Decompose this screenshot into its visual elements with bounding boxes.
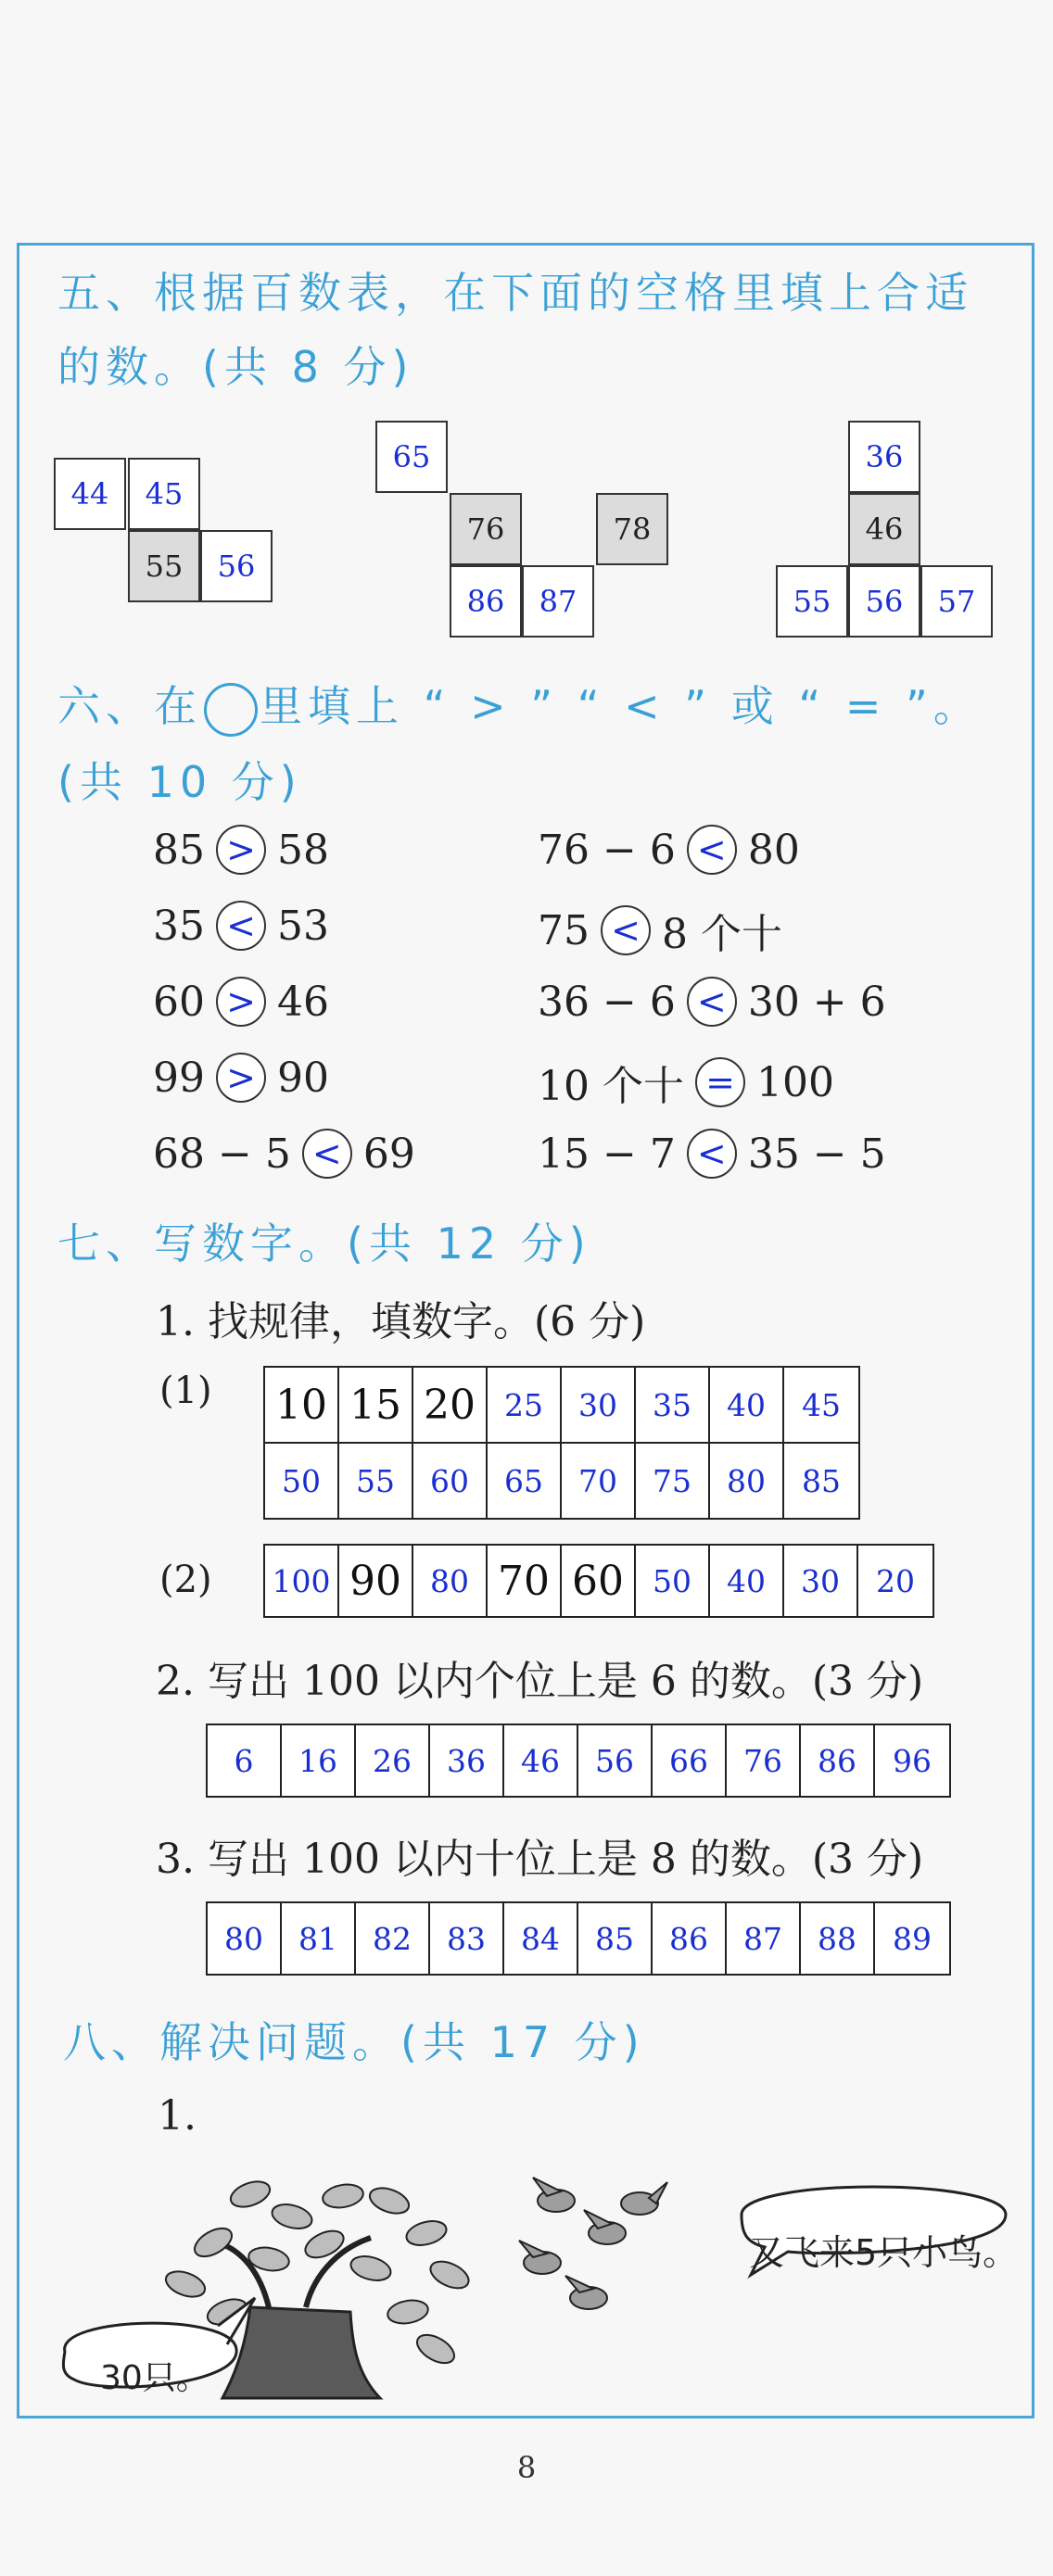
q1-part2-grid xyxy=(263,1544,934,1618)
circle-icon xyxy=(204,683,258,737)
section7-q2: 2. 写出 100 以内个位上是 6 的数。(3 分) xyxy=(156,1658,924,1705)
grid-cell[interactable]: 86 xyxy=(801,1725,875,1796)
grid-cell: 90 xyxy=(339,1546,413,1616)
grid-cell[interactable]: 60 xyxy=(413,1444,488,1518)
compare-answer-circle[interactable]: < xyxy=(216,901,266,951)
grid-cell[interactable]: 88 xyxy=(801,1903,875,1974)
grid-cell[interactable]: 46 xyxy=(504,1725,578,1796)
grid-cell[interactable]: 16 xyxy=(282,1725,356,1796)
grid-cell[interactable]: 30 xyxy=(562,1368,636,1442)
q3-grid xyxy=(206,1901,951,1976)
compare-left-operand-b: 53 xyxy=(277,902,329,950)
flying-birds-icon xyxy=(519,2178,667,2309)
grid-cell[interactable]: 55 xyxy=(339,1444,413,1518)
grid-cell[interactable]: 40 xyxy=(710,1368,784,1442)
section7-q1: 1. 找规律，填数字。(6 分) xyxy=(156,1298,646,1345)
grid-cell[interactable]: 20 xyxy=(876,1562,915,1599)
section8-q1-number: 1. xyxy=(158,2092,197,2140)
compare-left-operand-a: 68 − 5 xyxy=(153,1130,291,1178)
compare-left-2 xyxy=(153,901,329,951)
shape1-cell-44: 44 xyxy=(54,458,126,530)
compare-answer-circle[interactable]: < xyxy=(687,977,737,1027)
section6-title-prefix: 六、在 xyxy=(57,681,202,731)
section6-title-line2: (共 10 分) xyxy=(57,757,302,807)
compare-left-operand-b: 69 xyxy=(362,1130,415,1178)
grid-cell[interactable]: 50 xyxy=(265,1444,339,1518)
grid-cell[interactable]: 25 xyxy=(488,1368,562,1442)
shape1-cell-45: 45 xyxy=(128,458,200,530)
bubble-left-text: 30只。 xyxy=(100,2359,209,2397)
compare-right-operand-a: 10 个十 xyxy=(538,1063,684,1110)
grid-cell[interactable]: 70 xyxy=(562,1444,636,1518)
page-number: 8 xyxy=(516,2450,537,2485)
grid-cell[interactable]: 30 xyxy=(784,1546,858,1616)
compare-right-4 xyxy=(538,1053,834,1112)
compare-right-operand-a: 75 xyxy=(538,906,590,954)
grid-cell[interactable]: 75 xyxy=(636,1444,710,1518)
grid-cell[interactable]: 36 xyxy=(430,1725,504,1796)
grid-cell[interactable]: 65 xyxy=(488,1444,562,1518)
section5-title-line2: 的数。(共 8 分) xyxy=(57,342,414,392)
compare-left-operand-b: 46 xyxy=(277,978,329,1026)
grid-cell[interactable]: 66 xyxy=(653,1725,727,1796)
grid-cell: 60 xyxy=(562,1546,636,1616)
grid-cell[interactable]: 82 xyxy=(356,1903,430,1974)
compare-left-operand-a: 99 xyxy=(153,1054,205,1102)
compare-left-5 xyxy=(153,1129,415,1179)
grid-cell[interactable]: 96 xyxy=(893,1742,932,1779)
compare-right-operand-a: 36 − 6 xyxy=(538,978,676,1026)
q1-part1-label: (1) xyxy=(159,1370,212,1412)
grid-cell[interactable]: 80 xyxy=(413,1546,488,1616)
compare-answer-circle[interactable]: > xyxy=(216,825,266,875)
grid-cell[interactable]: 6 xyxy=(208,1725,282,1796)
grid-cell[interactable]: 81 xyxy=(282,1903,356,1974)
shape3-cell-57: 57 xyxy=(920,565,993,638)
compare-right-operand-a: 15 − 7 xyxy=(538,1130,676,1178)
q1-part1-row1 xyxy=(265,1368,858,1444)
compare-answer-circle[interactable]: < xyxy=(687,825,737,875)
compare-left-1 xyxy=(153,825,329,875)
shape3-cell-56: 56 xyxy=(848,565,920,638)
compare-right-operand-b: 35 − 5 xyxy=(747,1130,886,1178)
grid-cell[interactable]: 89 xyxy=(893,1920,932,1957)
compare-right-2 xyxy=(538,901,782,960)
shape3-cell-46: 46 xyxy=(848,493,920,565)
grid-cell[interactable]: 40 xyxy=(710,1546,784,1616)
grid-cell[interactable]: 100 xyxy=(265,1546,339,1616)
q2-grid xyxy=(206,1724,951,1798)
section6-title-line1 xyxy=(57,673,982,737)
grid-cell[interactable]: 84 xyxy=(504,1903,578,1974)
grid-cell[interactable]: 80 xyxy=(710,1444,784,1518)
shape2-cell-86: 86 xyxy=(450,565,522,638)
shape3-cell-36: 36 xyxy=(848,421,920,493)
compare-left-operand-a: 60 xyxy=(153,978,205,1026)
compare-left-operand-b: 90 xyxy=(277,1054,329,1102)
compare-right-operand-b: 80 xyxy=(747,826,800,874)
grid-cell[interactable]: 86 xyxy=(653,1903,727,1974)
grid-cell: 10 xyxy=(265,1368,339,1442)
grid-cell[interactable]: 85 xyxy=(578,1903,653,1974)
shape1-cell-56: 56 xyxy=(200,530,273,602)
q1-part1-grid xyxy=(263,1366,860,1520)
grid-cell[interactable]: 85 xyxy=(802,1462,841,1499)
grid-cell: 20 xyxy=(413,1368,488,1442)
grid-cell: 70 xyxy=(488,1546,562,1616)
grid-cell[interactable]: 76 xyxy=(727,1725,801,1796)
grid-cell[interactable]: 45 xyxy=(802,1386,841,1423)
grid-cell[interactable]: 87 xyxy=(727,1903,801,1974)
grid-cell[interactable]: 80 xyxy=(208,1903,282,1974)
section7-q3: 3. 写出 100 以内十位上是 8 的数。(3 分) xyxy=(156,1836,924,1883)
compare-right-5 xyxy=(538,1129,886,1179)
grid-cell[interactable]: 50 xyxy=(636,1546,710,1616)
compare-right-operand-b: 8 个十 xyxy=(662,911,782,958)
compare-left-operand-a: 85 xyxy=(153,826,205,874)
section8-title: 八、解决问题。(共 17 分) xyxy=(63,2017,645,2067)
compare-right-operand-a: 76 − 6 xyxy=(538,826,676,874)
grid-cell[interactable]: 35 xyxy=(636,1368,710,1442)
shape2-cell-87: 87 xyxy=(522,565,594,638)
grid-cell[interactable]: 56 xyxy=(578,1725,653,1796)
compare-right-operand-b: 30 + 6 xyxy=(747,978,886,1026)
compare-right-operand-b: 100 xyxy=(755,1058,834,1106)
compare-answer-circle[interactable]: > xyxy=(216,1053,266,1103)
compare-answer-circle[interactable]: < xyxy=(687,1129,737,1179)
section6-title-suffix: 里填上 “ > ” “ < ” 或 “ = ”。 xyxy=(260,681,982,731)
shape2-cell-78: 78 xyxy=(596,493,668,565)
bubble-right-text: 又飞来5只小鸟。 xyxy=(749,2232,1019,2273)
section7-title: 七、写数字。(共 12 分) xyxy=(57,1219,591,1269)
compare-left-operand-b: 58 xyxy=(277,826,329,874)
q1-part2-label: (2) xyxy=(159,1559,212,1601)
compare-left-4 xyxy=(153,1053,329,1103)
grid-cell[interactable]: 26 xyxy=(356,1725,430,1796)
section5-title-line1: 五、根据百数表，在下面的空格里填上合适 xyxy=(57,268,973,318)
shape1-cell-55: 55 xyxy=(128,530,200,602)
compare-left-operand-a: 35 xyxy=(153,902,205,950)
compare-answer-circle[interactable]: > xyxy=(216,977,266,1027)
compare-right-1 xyxy=(538,825,800,875)
grid-cell[interactable]: 83 xyxy=(430,1903,504,1974)
compare-answer-circle[interactable]: < xyxy=(302,1129,352,1179)
shape3-cell-55: 55 xyxy=(776,565,848,638)
compare-left-3 xyxy=(153,977,329,1027)
shape2-cell-76: 76 xyxy=(450,493,522,565)
compare-right-3 xyxy=(538,977,886,1027)
grid-cell: 15 xyxy=(339,1368,413,1442)
shape2-cell-65: 65 xyxy=(375,421,448,493)
q1-part1-row2 xyxy=(265,1444,858,1518)
tree-trunk-icon xyxy=(222,2307,380,2398)
compare-answer-circle[interactable]: = xyxy=(695,1057,745,1107)
compare-answer-circle[interactable]: < xyxy=(601,905,651,955)
